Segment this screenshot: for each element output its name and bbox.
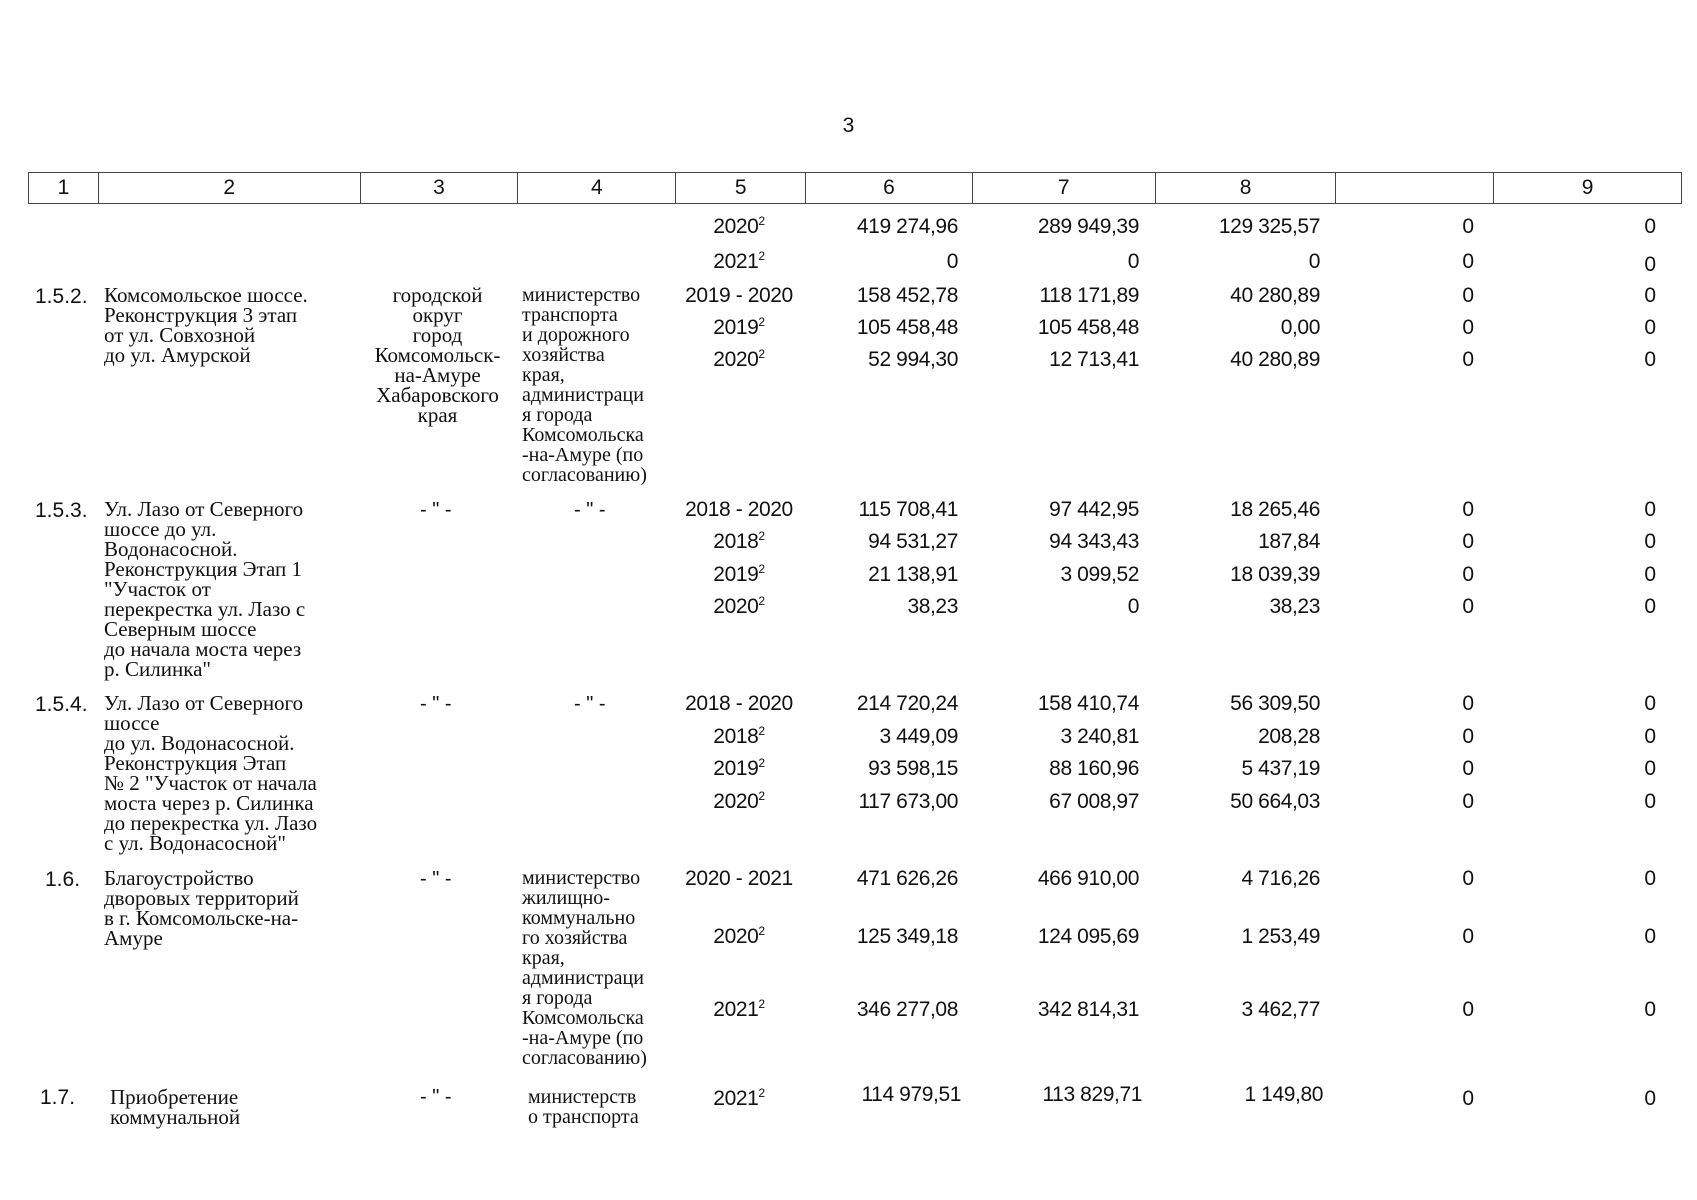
year-cell: 2018$^2$ xyxy=(713,529,765,553)
item-number: 1.6. xyxy=(45,868,81,891)
item-number: 1.5.2. xyxy=(35,285,88,308)
amount-col-6: 94 531,27 xyxy=(868,530,958,553)
item-executor: городской округ город Комсомольск- на-Амуре Хабаровского края xyxy=(374,283,501,427)
amount-col-8: 3 462,77 xyxy=(1241,998,1320,1021)
amount-col-8: 56 309,50 xyxy=(1230,692,1320,715)
amount-col-6: 419 274,96 xyxy=(856,215,958,238)
header-col-5: 5 xyxy=(676,173,806,203)
amount-col-blank: 0 xyxy=(1462,757,1474,780)
amount-col-9: 0 xyxy=(1644,284,1656,307)
amount-col-8: 40 280,89 xyxy=(1230,284,1320,307)
year-cell: 2021$^2$ xyxy=(713,1086,765,1110)
year-cell: 2018 - 2020 xyxy=(685,692,793,715)
amount-col-9: 0 xyxy=(1644,790,1656,813)
amount-col-7: 113 829,71 xyxy=(1042,1083,1142,1106)
amount-col-blank: 0 xyxy=(1462,215,1474,238)
amount-col-9: 0 xyxy=(1644,925,1656,948)
amount-col-6: 21 138,91 xyxy=(868,563,958,586)
table-header-row xyxy=(28,172,1682,204)
amount-col-7: 289 949,39 xyxy=(1037,215,1139,238)
header-col-blank xyxy=(1336,173,1494,203)
amount-col-blank: 0 xyxy=(1462,595,1474,618)
year-line xyxy=(0,563,1697,587)
amount-col-8: 0,00 xyxy=(1280,316,1320,339)
header-col-6: 6 xyxy=(806,173,973,203)
amount-col-blank: 0 xyxy=(1462,284,1474,307)
amount-col-9: 0 xyxy=(1644,530,1656,553)
amount-col-9: 0 xyxy=(1644,692,1656,715)
amount-col-6: 93 598,15 xyxy=(868,757,958,780)
amount-col-9: 0 xyxy=(1644,316,1656,339)
year-line xyxy=(0,284,1697,308)
year-line xyxy=(0,925,1697,949)
amount-col-8: 1 253,49 xyxy=(1241,925,1320,948)
amount-col-7: 3 099,52 xyxy=(1060,563,1139,586)
amount-col-6: 214 720,24 xyxy=(856,692,958,715)
header-col-2: 2 xyxy=(99,173,361,203)
amount-col-9: 0 xyxy=(1644,253,1656,276)
year-line xyxy=(0,757,1697,781)
amount-col-7: 124 095,69 xyxy=(1037,925,1139,948)
year-cell: 2019 - 2020 xyxy=(685,284,793,307)
amount-col-9: 0 xyxy=(1644,215,1656,238)
amount-col-9: 0 xyxy=(1644,725,1656,748)
amount-col-blank: 0 xyxy=(1462,530,1474,553)
executor-ditto: - " - xyxy=(420,693,452,715)
year-line xyxy=(0,725,1697,749)
amount-col-8: 1 149,80 xyxy=(1244,1083,1323,1106)
item-number: 1.5.4. xyxy=(35,693,88,716)
amount-col-8: 187,84 xyxy=(1258,530,1320,553)
amount-col-8: 208,28 xyxy=(1258,725,1320,748)
amount-col-8: 38,23 xyxy=(1269,595,1320,618)
continuation-line xyxy=(0,215,1697,239)
year-line xyxy=(0,998,1697,1022)
year-cell: 2020$^2$ xyxy=(713,347,765,371)
amount-col-7: 0 xyxy=(1127,595,1139,618)
amount-col-7: 118 171,89 xyxy=(1039,284,1139,307)
item-name: Благоустройство дворовых территорий в г. Комсомольске-на- Амуре xyxy=(104,866,299,950)
header-col-4: 4 xyxy=(518,173,676,203)
item-number: 1.7. xyxy=(40,1086,76,1109)
executor-ditto: - " - xyxy=(420,868,452,890)
amount-col-6: 105 458,48 xyxy=(856,316,958,339)
amount-col-6: 0 xyxy=(946,250,958,273)
participant-ditto: - " - xyxy=(574,499,606,521)
amount-col-8: 5 437,19 xyxy=(1241,757,1320,780)
amount-col-7: 94 343,43 xyxy=(1049,530,1139,553)
amount-col-7: 105 458,48 xyxy=(1037,316,1139,339)
year-cell: 2020$^2$ xyxy=(713,214,765,238)
amount-col-7: 88 160,96 xyxy=(1049,757,1139,780)
header-col-3: 3 xyxy=(361,173,519,203)
header-col-1: 1 xyxy=(29,173,99,203)
amount-col-9: 0 xyxy=(1644,498,1656,521)
amount-col-blank: 0 xyxy=(1462,925,1474,948)
year-cell: 2019$^2$ xyxy=(713,756,765,780)
year-line xyxy=(0,316,1697,340)
amount-col-blank: 0 xyxy=(1462,563,1474,586)
year-cell: 2018$^2$ xyxy=(713,724,765,748)
item-name: Ул. Лазо от Северного шоссе до ул. Водонасосной. Реконструкция Этап № 2 "Участок от начала моста через р. Силинка до перекрестка ул. Лазо с ул. Водонасосной" xyxy=(104,691,318,855)
amount-col-blank: 0 xyxy=(1462,692,1474,715)
executor-ditto: - " - xyxy=(420,1086,452,1108)
year-cell: 2020 - 2021 xyxy=(685,867,793,890)
year-cell: 2021$^2$ xyxy=(713,249,765,273)
amount-col-9: 0 xyxy=(1644,563,1656,586)
amount-col-7: 0 xyxy=(1127,250,1139,273)
amount-col-9: 0 xyxy=(1644,998,1656,1021)
year-line xyxy=(0,1083,1697,1110)
amount-col-6: 114 979,51 xyxy=(861,1083,961,1106)
amount-col-8: 18 265,46 xyxy=(1230,498,1320,521)
amount-col-blank: 0 xyxy=(1462,498,1474,521)
item-participant: министерств о транспорта xyxy=(528,1086,639,1128)
amount-col-8: 129 325,57 xyxy=(1218,215,1320,238)
continuation-line xyxy=(0,250,1697,274)
amount-col-9: 0 xyxy=(1644,348,1656,371)
year-cell: 2020$^2$ xyxy=(713,789,765,813)
item-participant: министерство жилищно- коммунально го хозяйства края, администраци я города Комсомольска -на-Амуре (по согласованию) xyxy=(522,867,647,1069)
year-line xyxy=(0,595,1697,619)
amount-col-6: 158 452,78 xyxy=(856,284,958,307)
year-line xyxy=(0,867,1697,891)
amount-col-8: 50 664,03 xyxy=(1230,790,1320,813)
amount-col-blank: 0 xyxy=(1462,998,1474,1021)
amount-col-blank: 0 xyxy=(1462,1087,1474,1110)
amount-col-6: 115 708,41 xyxy=(858,498,958,521)
item-name: Ул. Лазо от Северного шоссе до ул. Водонасосной. Реконструкция Этап 1 "Участок от перекрестка ул. Лазо с Северным шоссе до начала моста через р. Силинка" xyxy=(104,497,306,681)
amount-col-6: 471 626,26 xyxy=(856,867,958,890)
year-line xyxy=(0,692,1697,716)
amount-col-blank: 0 xyxy=(1462,725,1474,748)
year-cell: 2019$^2$ xyxy=(713,562,765,586)
amount-col-blank: 0 xyxy=(1462,316,1474,339)
amount-col-blank: 0 xyxy=(1462,790,1474,813)
amount-col-7: 67 008,97 xyxy=(1049,790,1139,813)
year-line xyxy=(0,790,1697,814)
year-cell: 2020$^2$ xyxy=(713,594,765,618)
amount-col-blank: 0 xyxy=(1462,250,1474,273)
header-col-8: 8 xyxy=(1156,173,1337,203)
participant-ditto: - " - xyxy=(574,693,606,715)
amount-col-blank: 0 xyxy=(1462,867,1474,890)
amount-col-blank: 0 xyxy=(1462,348,1474,371)
year-cell: 2021$^2$ xyxy=(713,997,765,1021)
executor-ditto: - " - xyxy=(420,499,452,521)
amount-col-7: 97 442,95 xyxy=(1049,498,1139,521)
year-line xyxy=(0,498,1697,522)
header-col-9: 9 xyxy=(1581,176,1594,199)
amount-col-8: 40 280,89 xyxy=(1230,348,1320,371)
item-number: 1.5.3. xyxy=(35,499,88,522)
page-number: 3 xyxy=(842,114,855,137)
item-participant: министерство транспорта и дорожного хозяйства края, администраци я города Комсомольска -на-Амуре (по согласованию) xyxy=(522,284,647,486)
amount-col-6: 125 349,18 xyxy=(856,925,958,948)
amount-col-7: 158 410,74 xyxy=(1037,692,1139,715)
amount-col-8: 4 716,26 xyxy=(1241,867,1320,890)
item-name: Комсомольское шоссе. Реконструкция 3 этап от ул. Совхозной до ул. Амурской xyxy=(104,283,308,367)
amount-col-8: 18 039,39 xyxy=(1230,563,1320,586)
amount-col-7: 466 910,00 xyxy=(1037,867,1139,890)
header-col-7: 7 xyxy=(973,173,1156,203)
amount-col-6: 52 994,30 xyxy=(868,348,958,371)
amount-col-6: 346 277,08 xyxy=(856,998,958,1021)
year-cell: 2019$^2$ xyxy=(713,315,765,339)
item-name: Приобретение коммунальной xyxy=(110,1085,241,1129)
amount-col-9: 0 xyxy=(1644,1087,1656,1110)
amount-col-9: 0 xyxy=(1644,867,1656,890)
year-line xyxy=(0,530,1697,554)
amount-col-9: 0 xyxy=(1644,595,1656,618)
year-cell: 2020$^2$ xyxy=(713,924,765,948)
amount-col-6: 38,23 xyxy=(907,595,958,618)
amount-col-7: 342 814,31 xyxy=(1037,998,1139,1021)
amount-col-6: 3 449,09 xyxy=(879,725,958,748)
amount-col-9: 0 xyxy=(1644,757,1656,780)
year-cell: 2018 - 2020 xyxy=(685,498,793,521)
amount-col-8: 0 xyxy=(1308,250,1320,273)
year-line xyxy=(0,348,1697,372)
amount-col-6: 117 673,00 xyxy=(858,790,958,813)
amount-col-7: 3 240,81 xyxy=(1060,725,1139,748)
amount-col-7: 12 713,41 xyxy=(1049,348,1139,371)
